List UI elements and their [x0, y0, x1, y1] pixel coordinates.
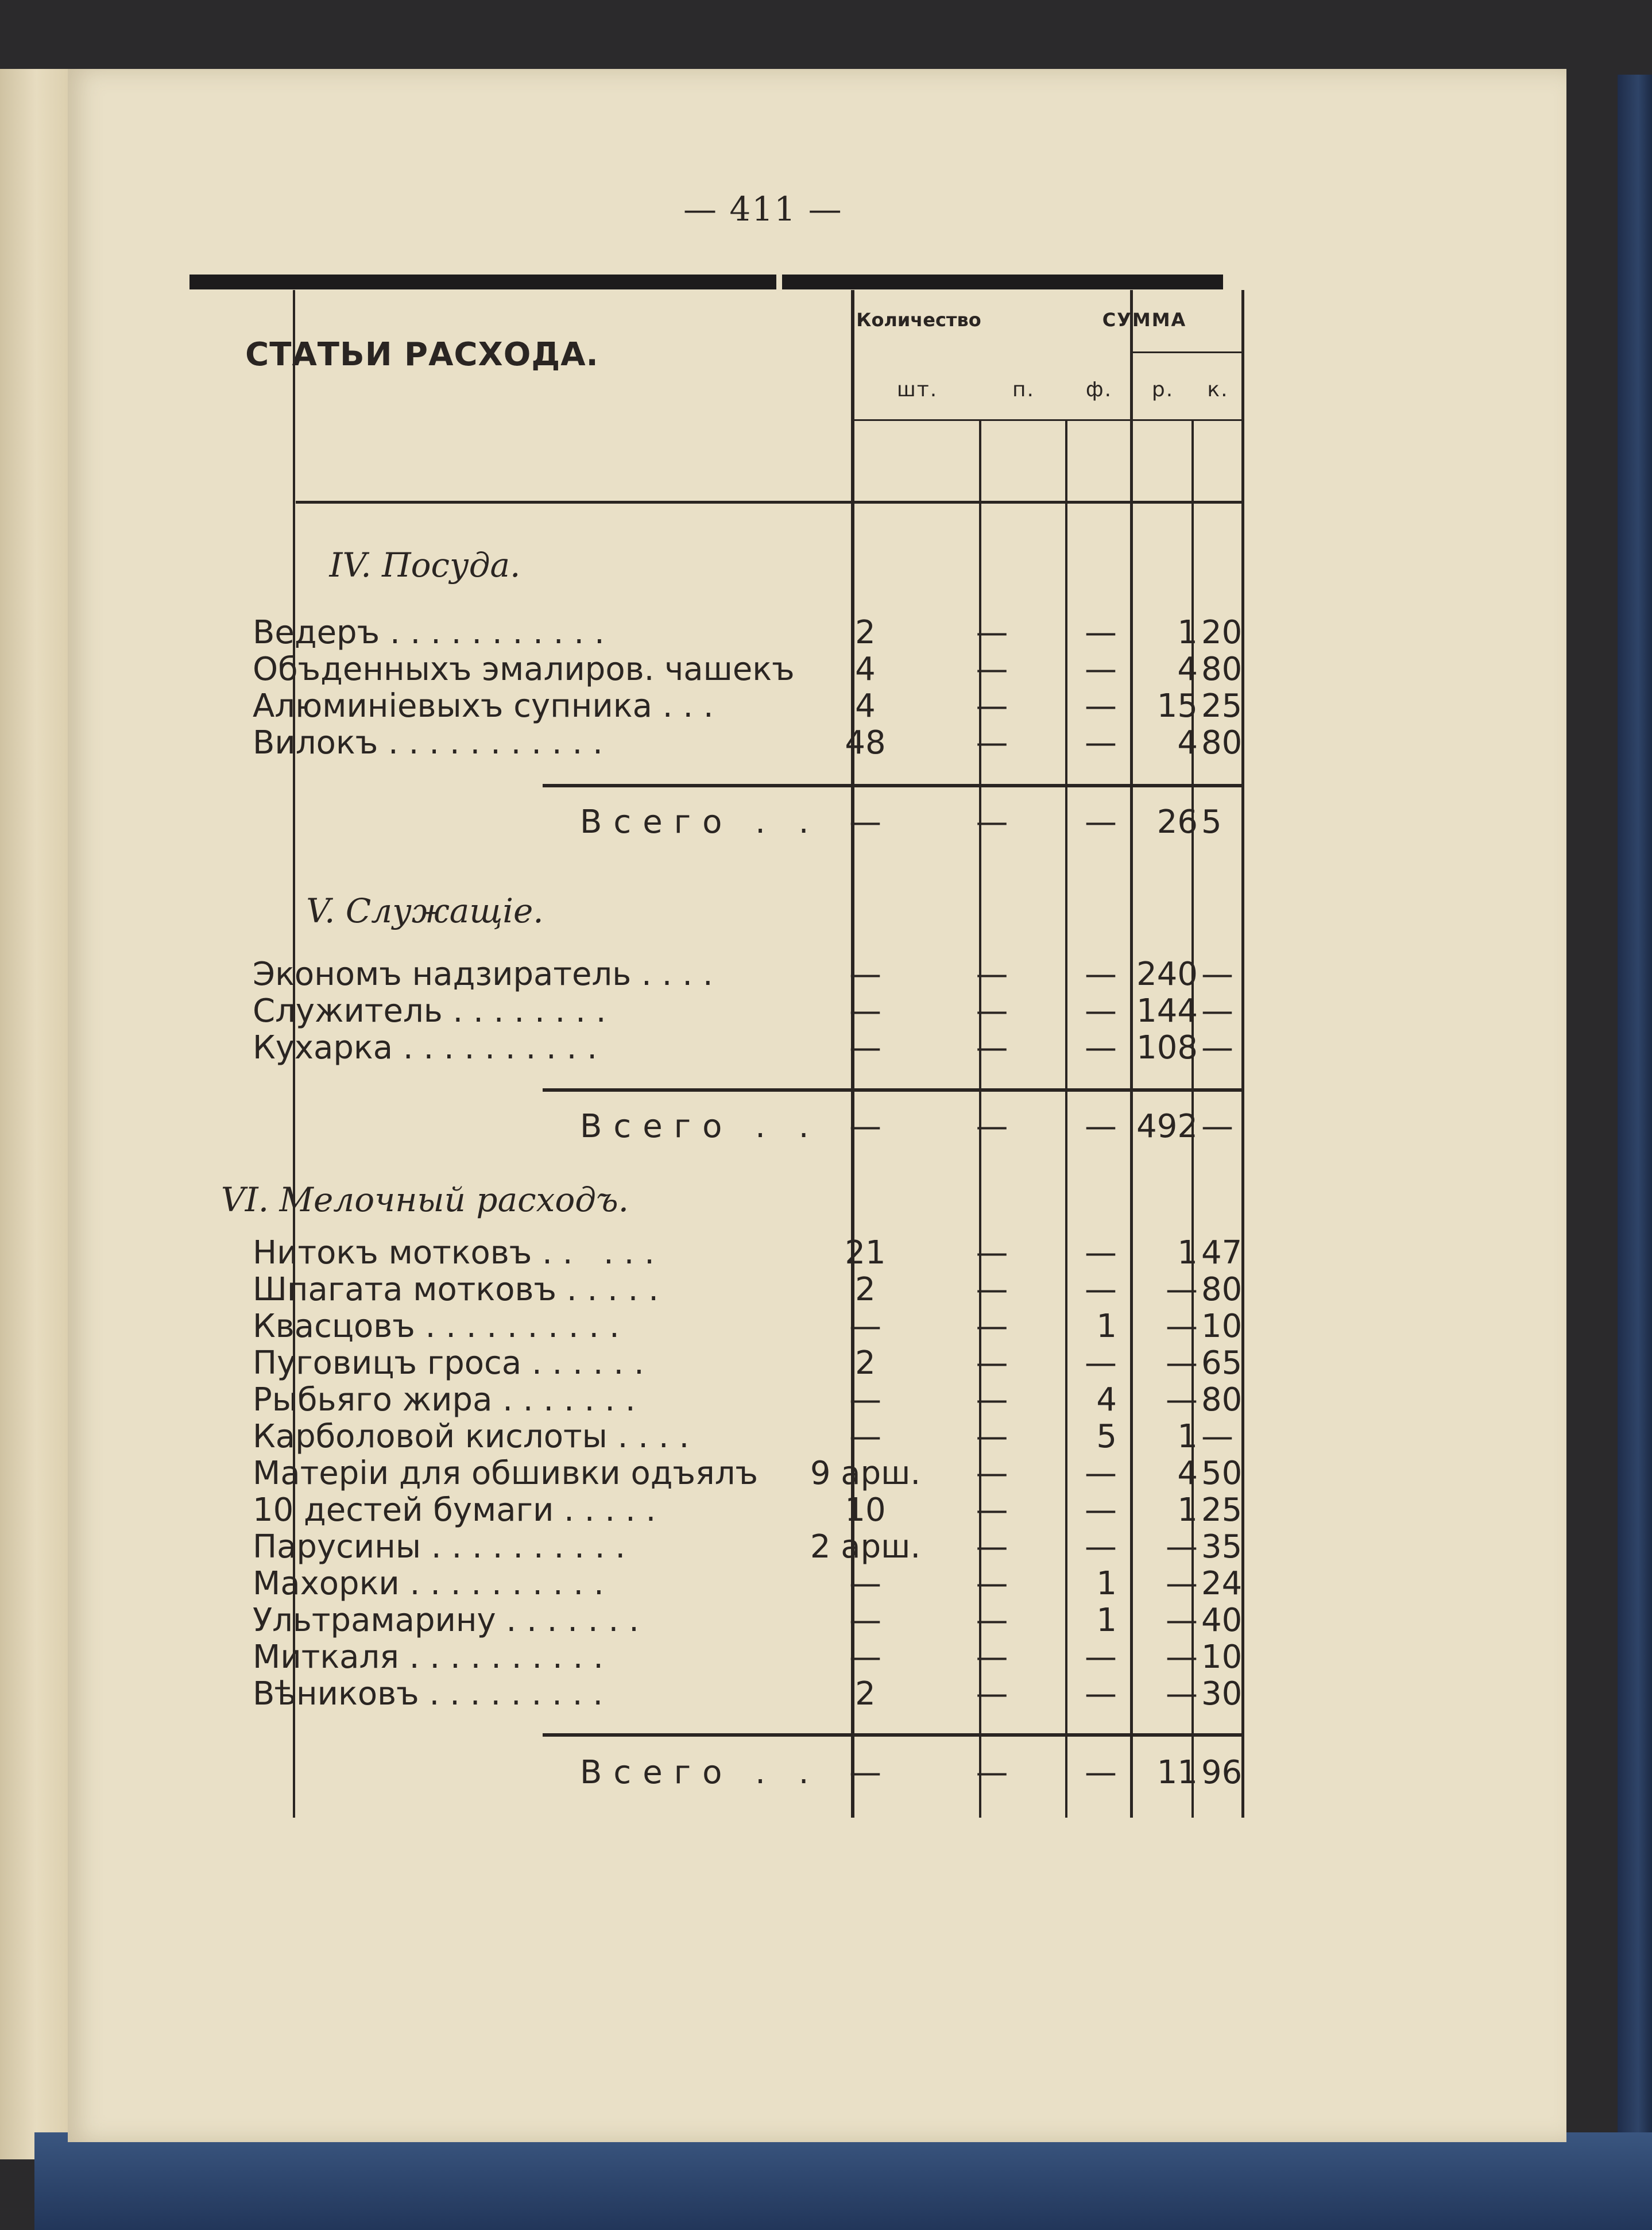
section-title-staff: V. Служащіе.	[306, 891, 544, 930]
r-column-header: р.	[1151, 378, 1174, 401]
row-k: 80	[1201, 1271, 1243, 1308]
table-title: СТАТЬИ РАСХОДА.	[245, 336, 599, 373]
row-k: —	[1201, 1029, 1233, 1066]
total-label: Всего . .	[580, 1108, 821, 1145]
row-f: —	[1085, 1271, 1117, 1308]
quantity-header: Количество	[856, 309, 981, 331]
row-pcs: 2	[855, 1344, 876, 1382]
header-rule	[189, 275, 1223, 289]
row-k: —	[1201, 956, 1233, 993]
row-name: Алюминіевыхъ супника . . .	[253, 688, 714, 725]
row-r: —	[1166, 1308, 1198, 1345]
row-r: 4	[1177, 1455, 1198, 1492]
total-rule	[543, 1088, 1243, 1092]
row-p: —	[976, 956, 1008, 993]
p-column-header: п.	[1012, 378, 1035, 401]
row-r: —	[1166, 1565, 1198, 1602]
book-bottom-edge	[34, 2132, 1652, 2230]
row-p: —	[976, 724, 1008, 762]
k-column-header: к.	[1207, 378, 1229, 401]
row-r: 15	[1156, 687, 1198, 725]
row-pcs: 2	[855, 1675, 876, 1713]
row-f: 4	[1096, 1381, 1117, 1419]
row-f: —	[1085, 956, 1117, 993]
row-k: 25	[1201, 1491, 1243, 1529]
row-f: —	[1085, 1528, 1117, 1566]
row-k: 30	[1201, 1675, 1243, 1713]
row-r: 4	[1177, 651, 1198, 688]
row-pcs: —	[849, 1418, 881, 1455]
row-f: —	[1085, 614, 1117, 651]
row-p: —	[976, 1754, 1008, 1791]
row-pcs: 48	[845, 724, 886, 762]
row-name: Махорки . . . . . . . . . .	[253, 1566, 604, 1602]
row-p: —	[976, 803, 1008, 841]
row-r: 144	[1136, 992, 1198, 1030]
row-p: —	[976, 1029, 1008, 1066]
row-name: Экономъ надзиратель . . . .	[253, 956, 713, 993]
row-p: —	[976, 1308, 1008, 1345]
row-pcs: —	[849, 1308, 881, 1345]
row-f: —	[1085, 803, 1117, 841]
row-p: —	[976, 1675, 1008, 1713]
section-title-petty-expenses: VI. Мелочный расходъ.	[220, 1180, 629, 1219]
row-name: Служитель . . . . . . . .	[253, 993, 606, 1030]
row-name: Кухарка . . . . . . . . . .	[253, 1030, 598, 1066]
row-r: 1	[1177, 1418, 1198, 1455]
row-pcs: 9 арш.	[810, 1455, 921, 1492]
row-pcs: 4	[855, 651, 876, 688]
row-p: —	[976, 1528, 1008, 1566]
row-r: 240	[1136, 956, 1198, 993]
row-f: —	[1085, 1491, 1117, 1529]
row-r: 492	[1136, 1108, 1198, 1145]
row-p: —	[976, 992, 1008, 1030]
row-pcs: 2	[855, 614, 876, 651]
row-pcs: —	[849, 1638, 881, 1676]
row-p: —	[976, 1638, 1008, 1676]
row-p: —	[976, 1234, 1008, 1271]
row-p: —	[976, 687, 1008, 725]
row-r: 4	[1177, 724, 1198, 762]
row-name: Парусины . . . . . . . . . .	[253, 1529, 626, 1566]
row-name: Ультрамарину . . . . . . .	[253, 1602, 639, 1639]
row-k: 80	[1201, 651, 1243, 688]
row-k: —	[1201, 1418, 1233, 1455]
header-rule-gap	[776, 275, 782, 289]
row-f: —	[1085, 1675, 1117, 1713]
total-rule	[543, 784, 1243, 787]
row-f: —	[1085, 1108, 1117, 1145]
row-f: —	[1085, 1234, 1117, 1271]
row-f: —	[1085, 992, 1117, 1030]
row-name: Вилокъ . . . . . . . . . . .	[253, 725, 603, 762]
row-pcs: 10	[845, 1491, 886, 1529]
f-column-header: ф.	[1085, 378, 1113, 401]
row-r: 108	[1136, 1029, 1198, 1066]
row-f: 1	[1096, 1602, 1117, 1639]
row-k: 40	[1201, 1602, 1243, 1639]
row-name: Нитокъ мотковъ . . . . .	[253, 1235, 655, 1271]
row-pcs: —	[849, 1565, 881, 1602]
row-name: Квасцовъ . . . . . . . . . .	[253, 1308, 620, 1345]
row-r: —	[1166, 1344, 1198, 1382]
total-rule	[543, 1733, 1243, 1737]
row-p: —	[976, 1108, 1008, 1145]
row-r: —	[1166, 1528, 1198, 1566]
pcs-column-header: шт.	[896, 378, 938, 401]
row-name: Ведеръ . . . . . . . . . . .	[253, 614, 605, 651]
row-k: —	[1201, 1108, 1233, 1145]
row-k: 65	[1201, 1344, 1243, 1382]
row-pcs: —	[849, 1381, 881, 1419]
row-p: —	[976, 1565, 1008, 1602]
total-label: Всего . .	[580, 804, 821, 841]
row-k: 20	[1201, 614, 1243, 651]
subheader-rule	[854, 419, 1244, 421]
row-pcs: —	[849, 803, 881, 841]
row-f: 1	[1096, 1565, 1117, 1602]
row-name: Карболовой кислоты . . . .	[253, 1419, 690, 1455]
row-p: —	[976, 1602, 1008, 1639]
row-r: 26	[1156, 803, 1198, 841]
row-p: —	[976, 614, 1008, 651]
row-name: Миткаля . . . . . . . . . .	[253, 1639, 603, 1676]
row-r: —	[1166, 1271, 1198, 1308]
row-r: 1	[1177, 1491, 1198, 1529]
row-k: 10	[1201, 1308, 1243, 1345]
row-f: —	[1085, 1029, 1117, 1066]
row-f: —	[1085, 724, 1117, 762]
row-r: —	[1166, 1602, 1198, 1639]
row-r: —	[1166, 1381, 1198, 1419]
row-name: Пуговицъ гроса . . . . . .	[253, 1345, 644, 1382]
row-f: 1	[1096, 1308, 1117, 1345]
row-pcs: —	[849, 992, 881, 1030]
row-k: 96	[1201, 1754, 1243, 1791]
row-pcs: 2	[855, 1271, 876, 1308]
row-p: —	[976, 1418, 1008, 1455]
page-number: — 411 —	[683, 190, 843, 229]
row-r: 1	[1177, 1234, 1198, 1271]
row-pcs: —	[849, 1029, 881, 1066]
row-pcs: —	[849, 956, 881, 993]
row-name: Рыбьяго жира . . . . . . .	[253, 1382, 636, 1419]
row-k: 25	[1201, 687, 1243, 725]
row-pcs: —	[849, 1754, 881, 1791]
row-k: 5	[1201, 803, 1222, 841]
row-p: —	[976, 1271, 1008, 1308]
row-k: 80	[1201, 724, 1243, 762]
row-name: Шпагата мотковъ . . . . .	[253, 1271, 659, 1308]
row-k: 35	[1201, 1528, 1243, 1566]
row-f: —	[1085, 651, 1117, 688]
row-f: 5	[1096, 1418, 1117, 1455]
row-r: —	[1166, 1638, 1198, 1676]
total-label: Всего . .	[580, 1754, 821, 1791]
row-pcs: —	[849, 1108, 881, 1145]
row-f: —	[1085, 1754, 1117, 1791]
row-p: —	[976, 1491, 1008, 1529]
row-k: 50	[1201, 1455, 1243, 1492]
row-r: 1	[1177, 614, 1198, 651]
row-p: —	[976, 1344, 1008, 1382]
row-r: —	[1166, 1675, 1198, 1713]
row-p: —	[976, 651, 1008, 688]
row-f: —	[1085, 1638, 1117, 1676]
row-k: 80	[1201, 1381, 1243, 1419]
row-r: 11	[1156, 1754, 1198, 1791]
sum-header: СУММА	[1102, 309, 1187, 331]
row-f: —	[1085, 687, 1117, 725]
row-name: Вѣниковъ . . . . . . . . .	[253, 1676, 603, 1713]
row-k: 24	[1201, 1565, 1243, 1602]
section-title-dishes: IV. Посуда.	[329, 546, 521, 585]
sum-header-rule	[1132, 351, 1241, 353]
row-f: —	[1085, 1344, 1117, 1382]
row-pcs: —	[849, 1602, 881, 1639]
row-f: —	[1085, 1455, 1117, 1492]
header-bottom-rule	[296, 501, 1243, 504]
row-name: 10 дестей бумаги . . . . .	[253, 1492, 656, 1529]
book-cover-edge	[1618, 75, 1652, 2142]
row-pcs: 2 арш.	[810, 1528, 921, 1566]
row-pcs: 4	[855, 687, 876, 725]
row-p: —	[976, 1381, 1008, 1419]
row-name: Объденныхъ эмалиров. чашекъ	[253, 651, 795, 688]
row-k: —	[1201, 992, 1233, 1030]
row-k: 10	[1201, 1638, 1243, 1676]
row-p: —	[976, 1455, 1008, 1492]
row-k: 47	[1201, 1234, 1243, 1271]
row-pcs: 21	[845, 1234, 886, 1271]
row-name: Матеріи для обшивки одъялъ	[253, 1455, 759, 1492]
